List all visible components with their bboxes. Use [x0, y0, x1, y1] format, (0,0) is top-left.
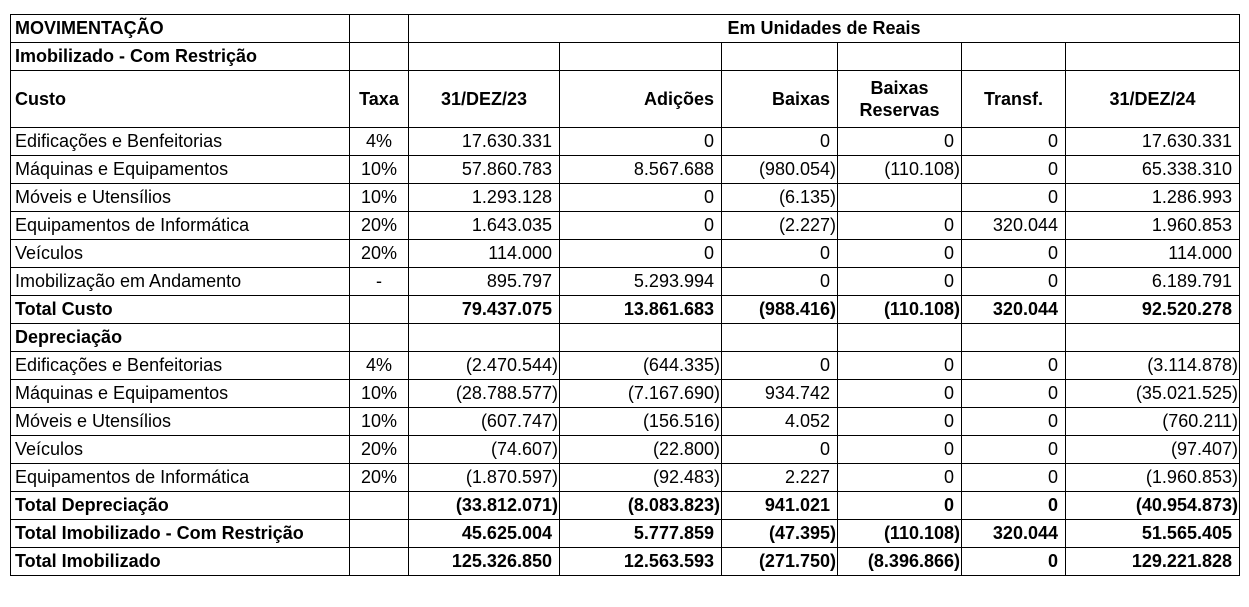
cost-row: [11, 212, 1240, 240]
closing-cell: (760.211): [1066, 408, 1240, 436]
opening-cell: (33.812.071): [409, 492, 560, 520]
disposals-cell: (47.395): [722, 520, 838, 548]
transfers-cell: 0: [962, 436, 1066, 464]
depreciation-row: [11, 352, 1240, 380]
additions-cell: 13.861.683: [560, 296, 722, 324]
closing-cell: 114.000: [1066, 240, 1240, 268]
disposals-cell: 0: [722, 268, 838, 296]
depreciation-row: [11, 380, 1240, 408]
column-header-label: Custo: [11, 71, 350, 128]
total-restricted-row: [11, 520, 1240, 548]
transfers-cell: 320.044: [962, 212, 1066, 240]
disposals-reserves-cell: [838, 184, 962, 212]
closing-cell: 6.189.791: [1066, 268, 1240, 296]
section-row: [11, 43, 1240, 71]
closing-cell: 65.338.310: [1066, 156, 1240, 184]
transfers-cell: 0: [962, 184, 1066, 212]
opening-cell: 895.797: [409, 268, 560, 296]
additions-cell: 0: [560, 240, 722, 268]
column-header-closing: 31/DEZ/24: [1066, 71, 1240, 128]
disposals-cell: 0: [722, 128, 838, 156]
rate-cell: 20%: [350, 464, 409, 492]
transfers-cell: 0: [962, 408, 1066, 436]
additions-cell: 0: [560, 184, 722, 212]
row-label: Total Depreciação: [11, 492, 350, 520]
cost-row: [11, 184, 1240, 212]
opening-cell: 45.625.004: [409, 520, 560, 548]
cost-row: [11, 128, 1240, 156]
row-label: Máquinas e Equipamentos: [11, 380, 350, 408]
disposals-reserves-cell: 0: [838, 380, 962, 408]
transfers-cell: 0: [962, 128, 1066, 156]
disposals-cell: (271.750): [722, 548, 838, 576]
disposals-reserves-cell: 0: [838, 128, 962, 156]
disposals-cell: (6.135): [722, 184, 838, 212]
rate-cell: 20%: [350, 436, 409, 464]
depreciation-row: [11, 464, 1240, 492]
title-row: [11, 15, 1240, 43]
rate-cell: 10%: [350, 156, 409, 184]
closing-cell: (3.114.878): [1066, 352, 1240, 380]
closing-cell: 1.960.853: [1066, 212, 1240, 240]
disposals-cell: 0: [722, 436, 838, 464]
rate-cell: 4%: [350, 352, 409, 380]
closing-cell: 92.520.278: [1066, 296, 1240, 324]
disposals-reserves-cell: 0: [838, 408, 962, 436]
disposals-cell: (2.227): [722, 212, 838, 240]
disposals-reserves-cell: (110.108): [838, 156, 962, 184]
row-label: Equipamentos de Informática: [11, 212, 350, 240]
opening-cell: (607.747): [409, 408, 560, 436]
opening-cell: 79.437.075: [409, 296, 560, 324]
rate-cell: 20%: [350, 212, 409, 240]
units-header: Em Unidades de Reais: [409, 15, 1240, 43]
column-header-disposals: Baixas: [722, 71, 838, 128]
disposals-cell: (980.054): [722, 156, 838, 184]
opening-cell: 17.630.331: [409, 128, 560, 156]
transfers-cell: 0: [962, 240, 1066, 268]
disposals-reserves-cell: (110.108): [838, 296, 962, 324]
row-label: Total Imobilizado - Com Restrição: [11, 520, 350, 548]
row-label: Total Custo: [11, 296, 350, 324]
additions-cell: 0: [560, 128, 722, 156]
opening-cell: (1.870.597): [409, 464, 560, 492]
disposals-reserves-cell: 0: [838, 492, 962, 520]
row-label: Equipamentos de Informática: [11, 464, 350, 492]
rate-cell: -: [350, 268, 409, 296]
opening-cell: (2.470.544): [409, 352, 560, 380]
disposals-cell: 2.227: [722, 464, 838, 492]
depreciation-title-row: [11, 324, 1240, 352]
column-header-opening: 31/DEZ/23: [409, 71, 560, 128]
row-label: Veículos: [11, 436, 350, 464]
rate-cell: [350, 492, 409, 520]
disposals-cell: (988.416): [722, 296, 838, 324]
disposals-cell: 4.052: [722, 408, 838, 436]
opening-cell: (28.788.577): [409, 380, 560, 408]
total-depreciation-row: [11, 492, 1240, 520]
cost-row: [11, 268, 1240, 296]
rate-cell: [350, 296, 409, 324]
row-label: Edificações e Benfeitorias: [11, 128, 350, 156]
additions-cell: 5.293.994: [560, 268, 722, 296]
row-label: Móveis e Utensílios: [11, 184, 350, 212]
depreciation-row: [11, 408, 1240, 436]
depreciation-row: [11, 436, 1240, 464]
additions-cell: 0: [560, 212, 722, 240]
disposals-cell: 0: [722, 352, 838, 380]
row-label: Total Imobilizado: [11, 548, 350, 576]
opening-cell: 1.643.035: [409, 212, 560, 240]
row-label: Veículos: [11, 240, 350, 268]
row-label: Imobilização em Andamento: [11, 268, 350, 296]
closing-cell: (35.021.525): [1066, 380, 1240, 408]
additions-cell: (7.167.690): [560, 380, 722, 408]
transfers-cell: 0: [962, 492, 1066, 520]
opening-cell: 1.293.128: [409, 184, 560, 212]
additions-cell: (644.335): [560, 352, 722, 380]
disposals-reserves-cell: (110.108): [838, 520, 962, 548]
column-header-row: [11, 71, 1240, 128]
column-header-disposals-reserves: Baixas Reservas: [838, 71, 962, 128]
disposals-cell: 0: [722, 240, 838, 268]
rate-cell: 4%: [350, 128, 409, 156]
additions-cell: (8.083.823): [560, 492, 722, 520]
additions-cell: 12.563.593: [560, 548, 722, 576]
transfers-cell: 0: [962, 268, 1066, 296]
cost-row: [11, 156, 1240, 184]
additions-cell: 5.777.859: [560, 520, 722, 548]
additions-cell: (92.483): [560, 464, 722, 492]
rate-cell: 10%: [350, 380, 409, 408]
column-header-rate: Taxa: [350, 71, 409, 128]
opening-cell: 57.860.783: [409, 156, 560, 184]
rate-cell: [350, 548, 409, 576]
row-label: Edificações e Benfeitorias: [11, 352, 350, 380]
rate-cell: [350, 520, 409, 548]
rate-cell: 20%: [350, 240, 409, 268]
disposals-reserves-cell: (8.396.866): [838, 548, 962, 576]
rate-cell: 10%: [350, 408, 409, 436]
disposals-reserves-cell: 0: [838, 436, 962, 464]
row-label: Móveis e Utensílios: [11, 408, 350, 436]
total-cost-row: [11, 296, 1240, 324]
table-title: MOVIMENTAÇÃO: [11, 15, 350, 43]
cost-row: [11, 240, 1240, 268]
disposals-cell: 941.021: [722, 492, 838, 520]
disposals-reserves-cell: 0: [838, 212, 962, 240]
disposals-reserves-cell: 0: [838, 240, 962, 268]
disposals-cell: 934.742: [722, 380, 838, 408]
closing-cell: (1.960.853): [1066, 464, 1240, 492]
transfers-cell: 320.044: [962, 296, 1066, 324]
closing-cell: 1.286.993: [1066, 184, 1240, 212]
disposals-reserves-cell: 0: [838, 352, 962, 380]
transfers-cell: 0: [962, 548, 1066, 576]
rate-cell: 10%: [350, 184, 409, 212]
closing-cell: 17.630.331: [1066, 128, 1240, 156]
transfers-cell: 320.044: [962, 520, 1066, 548]
opening-cell: (74.607): [409, 436, 560, 464]
closing-cell: 51.565.405: [1066, 520, 1240, 548]
closing-cell: 129.221.828: [1066, 548, 1240, 576]
row-label: Máquinas e Equipamentos: [11, 156, 350, 184]
closing-cell: (97.407): [1066, 436, 1240, 464]
disposals-reserves-cell: 0: [838, 464, 962, 492]
transfers-cell: 0: [962, 380, 1066, 408]
disposals-reserves-cell: 0: [838, 268, 962, 296]
additions-cell: 8.567.688: [560, 156, 722, 184]
transfers-cell: 0: [962, 464, 1066, 492]
transfers-cell: 0: [962, 352, 1066, 380]
section-title: Depreciação: [11, 324, 350, 352]
total-fixed-row: [11, 548, 1240, 576]
additions-cell: (156.516): [560, 408, 722, 436]
column-header-transfers: Transf.: [962, 71, 1066, 128]
closing-cell: (40.954.873): [1066, 492, 1240, 520]
opening-cell: 114.000: [409, 240, 560, 268]
section-title: Imobilizado - Com Restrição: [11, 43, 350, 71]
additions-cell: (22.800): [560, 436, 722, 464]
column-header-additions: Adições: [560, 71, 722, 128]
opening-cell: 125.326.850: [409, 548, 560, 576]
fixed-assets-movement-table: [10, 14, 1240, 576]
transfers-cell: 0: [962, 156, 1066, 184]
